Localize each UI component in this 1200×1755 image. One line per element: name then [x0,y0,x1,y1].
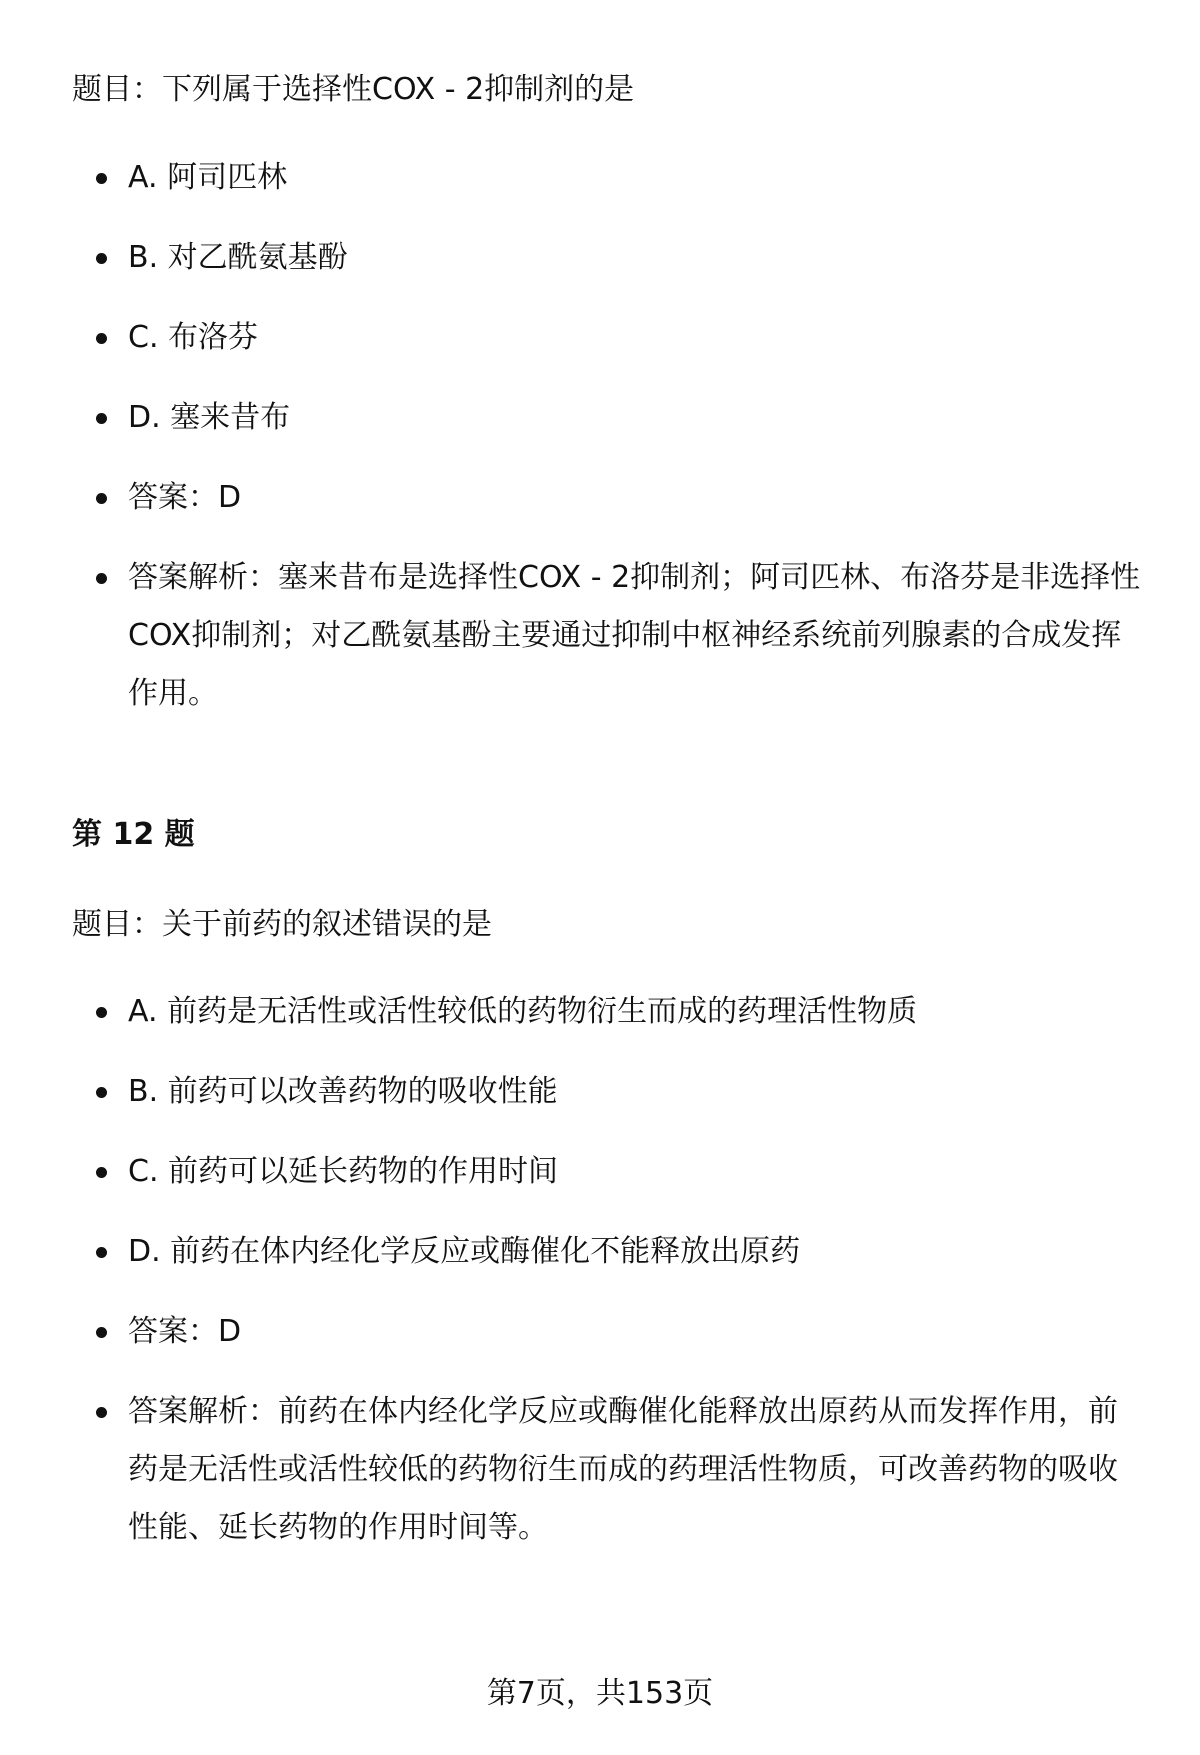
bullet-icon [96,173,107,184]
option-c [96,309,1146,367]
option-text: C. 前药可以延长药物的作用时间 [128,1154,559,1189]
option-text: D. 前药在体内经化学反应或酶催化不能释放出原药 [128,1234,801,1269]
option-c [96,1143,1146,1201]
bullet-icon [96,573,107,584]
bullet-icon [96,1327,107,1338]
option-text: A. 前药是无活性或活性较低的药物衍生而成的药理活性物质 [128,994,918,1029]
bullet-icon [96,1247,107,1258]
bullet-icon [96,1167,107,1178]
analysis-item [96,549,1146,723]
answer-text: 答案：D [128,480,242,515]
answer-item [96,1303,1146,1361]
bullet-icon [96,253,107,264]
question-stem: 题目：下列属于选择性COX - 2抑制剂的是 [72,72,635,107]
option-d [96,1223,1146,1281]
option-text: D. 塞来昔布 [128,400,291,435]
analysis-text: 答案解析：塞来昔布是选择性COX - 2抑制剂；阿司匹林、布洛芬是非选择性COX抑制剂；对乙酰氨基酚主要通过抑制中枢神经系统前列腺素的合成发挥作用。 [128,560,1141,711]
option-text: B. 前药可以改善药物的吸收性能 [128,1074,558,1109]
bullet-icon [96,413,107,424]
option-b [96,229,1146,287]
bullet-icon [96,1407,107,1418]
option-b [96,1063,1146,1121]
option-a [96,983,1146,1041]
question-stem: 题目：关于前药的叙述错误的是 [72,907,492,942]
option-d [96,389,1146,447]
bullet-icon [96,1007,107,1018]
option-text: C. 布洛芬 [128,320,259,355]
option-text: B. 对乙酰氨基酚 [128,240,348,275]
bullet-icon [96,1087,107,1098]
question-heading: 第 12 题 [72,817,195,852]
page-number: 第7页，共153页 [486,1676,714,1711]
answer-text: 答案：D [128,1314,242,1349]
analysis-text: 答案解析：前药在体内经化学反应或酶催化能释放出原药从而发挥作用，前药是无活性或活性较低的药物衍生而成的药理活性物质，可改善药物的吸收性能、延长药物的作用时间等。 [128,1394,1118,1545]
bullet-icon [96,333,107,344]
bullet-icon [96,493,107,504]
answer-item [96,469,1146,527]
analysis-item [96,1383,1146,1557]
option-a [96,149,1146,207]
option-text: A. 阿司匹林 [128,160,288,195]
